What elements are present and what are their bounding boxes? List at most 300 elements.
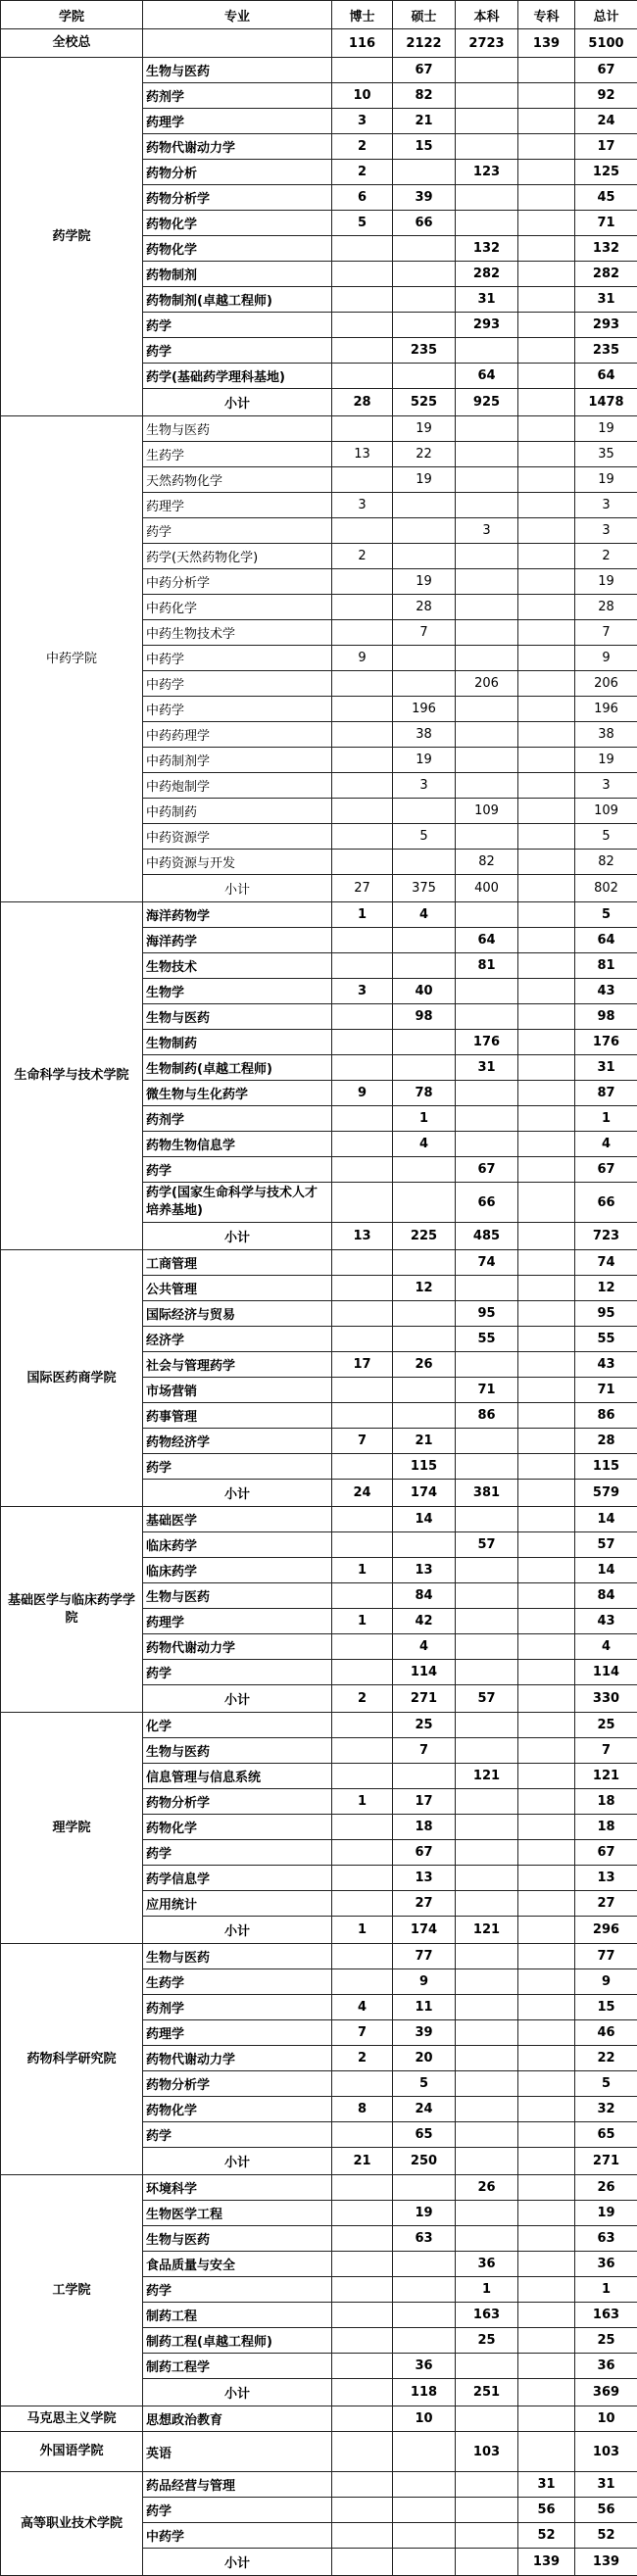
subtotal-associate — [518, 2148, 575, 2175]
college-name: 药物科学研究院 — [1, 1944, 143, 2175]
count-bachelor — [456, 2523, 518, 2549]
count-bachelor — [456, 1583, 518, 1609]
count-bachelor: 163 — [456, 2303, 518, 2328]
count-bachelor — [456, 1454, 518, 1480]
count-master: 22 — [393, 442, 456, 467]
school-total-label: 全校总 — [1, 29, 143, 58]
count-bachelor — [456, 569, 518, 595]
subtotal-phd — [332, 2549, 393, 2576]
count-bachelor — [456, 697, 518, 722]
major-name: 药物化学 — [143, 211, 332, 236]
major-name: 生物与医药 — [143, 416, 332, 442]
count-phd — [332, 1660, 393, 1685]
count-phd — [332, 2432, 393, 2472]
count-bachelor — [456, 1969, 518, 1995]
major-name: 药剂学 — [143, 1995, 332, 2020]
count-total: 3 — [575, 493, 637, 518]
count-phd — [332, 748, 393, 773]
count-master: 24 — [393, 2097, 456, 2122]
subtotal-associate — [518, 1685, 575, 1713]
count-bachelor — [456, 1132, 518, 1157]
count-master — [393, 671, 456, 697]
count-master — [393, 2523, 456, 2549]
count-bachelor — [456, 1660, 518, 1685]
count-bachelor: 86 — [456, 1403, 518, 1429]
count-total: 7 — [575, 620, 637, 646]
count-associate — [518, 1583, 575, 1609]
count-master — [393, 262, 456, 287]
table-row — [1, 1507, 637, 1532]
major-name: 生物技术 — [143, 953, 332, 979]
count-associate — [518, 748, 575, 773]
major-name: 制药工程(卓越工程师) — [143, 2328, 332, 2354]
count-bachelor: 74 — [456, 1250, 518, 1276]
count-master: 78 — [393, 1081, 456, 1106]
table-row — [1, 1944, 637, 1969]
subtotal-phd: 13 — [332, 1223, 393, 1250]
count-bachelor: 282 — [456, 262, 518, 287]
count-associate — [518, 2303, 575, 2328]
major-name: 药物分析学 — [143, 1789, 332, 1815]
count-bachelor: 103 — [456, 2432, 518, 2472]
count-total: 31 — [575, 1055, 637, 1081]
count-total: 121 — [575, 1764, 637, 1789]
count-master — [393, 2175, 456, 2201]
count-bachelor — [456, 1891, 518, 1917]
major-name: 药物代谢动力学 — [143, 134, 332, 160]
count-total: 43 — [575, 979, 637, 1004]
major-name: 中药学 — [143, 2523, 332, 2549]
count-total: 103 — [575, 2432, 637, 2472]
count-total: 26 — [575, 2175, 637, 2201]
count-phd — [332, 364, 393, 389]
major-name: 药物分析学 — [143, 185, 332, 211]
major-name: 药物化学 — [143, 236, 332, 262]
major-name: 信息管理与信息系统 — [143, 1764, 332, 1789]
count-associate — [518, 646, 575, 671]
count-associate — [518, 338, 575, 364]
count-associate — [518, 1815, 575, 1840]
school-total-phd: 116 — [332, 29, 393, 58]
count-master: 40 — [393, 979, 456, 1004]
count-associate — [518, 1403, 575, 1429]
major-name: 药物生物信息学 — [143, 1132, 332, 1157]
count-phd — [332, 1969, 393, 1995]
count-master: 21 — [393, 1429, 456, 1454]
count-bachelor: 64 — [456, 364, 518, 389]
count-phd — [332, 2303, 393, 2328]
count-associate — [518, 1995, 575, 2020]
subtotal-bachelor: 925 — [456, 389, 518, 416]
count-phd: 7 — [332, 1429, 393, 1454]
count-bachelor — [456, 83, 518, 109]
subtotal-associate — [518, 1480, 575, 1507]
subtotal-master: 118 — [393, 2379, 456, 2406]
count-associate — [518, 671, 575, 697]
subtotal-bachelor: 400 — [456, 875, 518, 902]
count-bachelor — [456, 620, 518, 646]
count-total: 14 — [575, 1507, 637, 1532]
count-associate — [518, 722, 575, 748]
count-master — [393, 1250, 456, 1276]
count-associate — [518, 2432, 575, 2472]
count-bachelor — [456, 722, 518, 748]
major-name: 生物与医药 — [143, 58, 332, 83]
count-associate: 56 — [518, 2498, 575, 2523]
major-name: 药学 — [143, 1660, 332, 1685]
count-total: 206 — [575, 671, 637, 697]
count-master: 84 — [393, 1583, 456, 1609]
count-total: 2 — [575, 544, 637, 569]
count-phd: 13 — [332, 442, 393, 467]
count-associate — [518, 1944, 575, 1969]
count-phd: 1 — [332, 902, 393, 928]
subtotal-label: 小计 — [143, 1917, 332, 1944]
count-phd: 1 — [332, 1609, 393, 1634]
count-total: 196 — [575, 697, 637, 722]
count-total: 19 — [575, 569, 637, 595]
count-total: 15 — [575, 1995, 637, 2020]
count-bachelor: 95 — [456, 1301, 518, 1327]
major-name: 临床药学 — [143, 1532, 332, 1558]
count-bachelor — [456, 2097, 518, 2122]
subtotal-associate — [518, 875, 575, 902]
count-phd: 3 — [332, 493, 393, 518]
count-associate — [518, 569, 575, 595]
count-total: 65 — [575, 2122, 637, 2148]
count-phd — [332, 1866, 393, 1891]
count-phd — [332, 1183, 393, 1223]
count-bachelor — [456, 1106, 518, 1132]
count-total: 9 — [575, 1969, 637, 1995]
count-master — [393, 493, 456, 518]
college-name: 高等职业技术学院 — [1, 2472, 143, 2576]
count-master: 63 — [393, 2226, 456, 2252]
count-phd: 3 — [332, 979, 393, 1004]
count-phd — [332, 1738, 393, 1764]
count-associate — [518, 2020, 575, 2046]
count-master: 42 — [393, 1609, 456, 1634]
count-associate — [518, 1738, 575, 1764]
count-phd — [332, 1004, 393, 1030]
count-associate — [518, 824, 575, 850]
count-total: 1 — [575, 2277, 637, 2303]
count-bachelor: 57 — [456, 1532, 518, 1558]
count-master — [393, 160, 456, 185]
count-total: 125 — [575, 160, 637, 185]
count-phd: 7 — [332, 2020, 393, 2046]
count-associate — [518, 185, 575, 211]
count-phd — [332, 773, 393, 799]
count-bachelor — [456, 2406, 518, 2432]
major-name: 英语 — [143, 2432, 332, 2472]
major-name: 生物与医药 — [143, 1738, 332, 1764]
count-associate — [518, 1106, 575, 1132]
count-master: 26 — [393, 1352, 456, 1378]
count-master — [393, 850, 456, 875]
count-phd: 2 — [332, 544, 393, 569]
major-name: 药学 — [143, 1454, 332, 1480]
table-row — [1, 2175, 637, 2201]
subtotal-associate — [518, 2379, 575, 2406]
count-phd: 17 — [332, 1352, 393, 1378]
count-master: 11 — [393, 1995, 456, 2020]
count-total: 19 — [575, 467, 637, 493]
count-total: 43 — [575, 1352, 637, 1378]
subtotal-total: 723 — [575, 1223, 637, 1250]
count-master: 19 — [393, 748, 456, 773]
count-phd — [332, 1532, 393, 1558]
school-total-bachelor: 2723 — [456, 29, 518, 58]
subtotal-bachelor: 121 — [456, 1917, 518, 1944]
count-associate — [518, 2122, 575, 2148]
header-phd: 博士 — [332, 1, 393, 29]
count-master — [393, 1764, 456, 1789]
subtotal-associate — [518, 389, 575, 416]
count-associate — [518, 493, 575, 518]
count-total: 4 — [575, 1634, 637, 1660]
major-name: 药理学 — [143, 2020, 332, 2046]
count-total: 36 — [575, 2252, 637, 2277]
major-name: 海洋药物学 — [143, 902, 332, 928]
major-name: 中药学 — [143, 671, 332, 697]
major-name: 生物与医药 — [143, 1583, 332, 1609]
count-total: 74 — [575, 1250, 637, 1276]
major-name: 中药学 — [143, 697, 332, 722]
count-associate — [518, 2226, 575, 2252]
table-row — [1, 2406, 637, 2432]
college-name: 马克思主义学院 — [1, 2406, 143, 2432]
count-associate — [518, 2175, 575, 2201]
count-associate — [518, 2252, 575, 2277]
count-phd — [332, 697, 393, 722]
count-bachelor: 81 — [456, 953, 518, 979]
count-total: 114 — [575, 1660, 637, 1685]
count-total: 25 — [575, 2328, 637, 2354]
count-bachelor — [456, 467, 518, 493]
count-total: 14 — [575, 1558, 637, 1583]
count-phd — [332, 1301, 393, 1327]
count-bachelor — [456, 109, 518, 134]
count-associate — [518, 518, 575, 544]
count-phd: 10 — [332, 83, 393, 109]
subtotal-label: 小计 — [143, 2148, 332, 2175]
college-name: 药学院 — [1, 58, 143, 416]
count-phd — [332, 2226, 393, 2252]
major-name: 中药药理学 — [143, 722, 332, 748]
table-row — [1, 1713, 637, 1738]
count-total: 18 — [575, 1789, 637, 1815]
major-name: 药物代谢动力学 — [143, 2046, 332, 2071]
count-total: 293 — [575, 313, 637, 338]
count-master — [393, 2303, 456, 2328]
college-name: 中药学院 — [1, 416, 143, 902]
count-associate — [518, 83, 575, 109]
major-name: 中药资源与开发 — [143, 850, 332, 875]
count-master — [393, 313, 456, 338]
header-bachelor: 本科 — [456, 1, 518, 29]
count-bachelor: 123 — [456, 160, 518, 185]
major-name: 药学 — [143, 2498, 332, 2523]
major-name: 药学 — [143, 2122, 332, 2148]
count-associate — [518, 697, 575, 722]
count-total: 71 — [575, 1378, 637, 1403]
count-phd — [332, 1840, 393, 1866]
count-bachelor — [456, 416, 518, 442]
count-bachelor: 67 — [456, 1157, 518, 1183]
count-total: 25 — [575, 1713, 637, 1738]
count-phd — [332, 287, 393, 313]
count-bachelor — [456, 1634, 518, 1660]
count-bachelor — [456, 442, 518, 467]
count-phd — [332, 1378, 393, 1403]
count-phd — [332, 2277, 393, 2303]
school-total-total: 5100 — [575, 29, 637, 58]
count-associate — [518, 1055, 575, 1081]
count-phd — [332, 262, 393, 287]
count-master — [393, 1055, 456, 1081]
major-name: 药物分析 — [143, 160, 332, 185]
count-total: 24 — [575, 109, 637, 134]
school-total-associate: 139 — [518, 29, 575, 58]
count-total: 31 — [575, 287, 637, 313]
count-bachelor — [456, 2122, 518, 2148]
count-associate — [518, 2328, 575, 2354]
major-name: 生物与医药 — [143, 1004, 332, 1030]
major-name: 药学(天然药物化学) — [143, 544, 332, 569]
count-bachelor — [456, 2046, 518, 2071]
major-name: 中药分析学 — [143, 569, 332, 595]
count-total: 81 — [575, 953, 637, 979]
major-name: 中药制剂学 — [143, 748, 332, 773]
count-master — [393, 1532, 456, 1558]
count-total: 235 — [575, 338, 637, 364]
subtotal-label: 小计 — [143, 2549, 332, 2576]
count-phd — [332, 1815, 393, 1840]
count-associate — [518, 544, 575, 569]
major-name: 药学 — [143, 1840, 332, 1866]
count-associate — [518, 1183, 575, 1223]
count-master: 19 — [393, 416, 456, 442]
count-phd: 9 — [332, 646, 393, 671]
count-phd — [332, 1106, 393, 1132]
count-master: 13 — [393, 1866, 456, 1891]
subtotal-master: 375 — [393, 875, 456, 902]
count-bachelor — [456, 824, 518, 850]
count-phd: 2 — [332, 160, 393, 185]
count-master: 17 — [393, 1789, 456, 1815]
school-total-master: 2122 — [393, 29, 456, 58]
count-phd — [332, 1454, 393, 1480]
count-associate — [518, 2071, 575, 2097]
major-name: 市场营销 — [143, 1378, 332, 1403]
count-total: 19 — [575, 748, 637, 773]
count-bachelor: 1 — [456, 2277, 518, 2303]
count-total: 87 — [575, 1081, 637, 1106]
major-name: 基础医学 — [143, 1507, 332, 1532]
count-phd — [332, 338, 393, 364]
major-name: 生药学 — [143, 1969, 332, 1995]
major-name: 制药工程 — [143, 2303, 332, 2328]
count-phd: 3 — [332, 109, 393, 134]
count-total: 46 — [575, 2020, 637, 2046]
college-name: 理学院 — [1, 1713, 143, 1944]
count-total: 12 — [575, 1276, 637, 1301]
count-bachelor — [456, 748, 518, 773]
major-name: 药学 — [143, 338, 332, 364]
count-associate — [518, 1454, 575, 1480]
count-total: 67 — [575, 1157, 637, 1183]
count-phd: 1 — [332, 1558, 393, 1583]
count-total: 4 — [575, 1132, 637, 1157]
major-name: 药物化学 — [143, 2097, 332, 2122]
count-bachelor — [456, 1789, 518, 1815]
count-associate — [518, 1713, 575, 1738]
count-bachelor — [456, 2201, 518, 2226]
count-master — [393, 953, 456, 979]
count-bachelor: 82 — [456, 850, 518, 875]
count-associate — [518, 1352, 575, 1378]
count-phd — [332, 850, 393, 875]
count-phd — [332, 2252, 393, 2277]
count-bachelor — [456, 1352, 518, 1378]
count-associate — [518, 928, 575, 953]
major-name: 药品经营与管理 — [143, 2472, 332, 2498]
count-bachelor — [456, 1815, 518, 1840]
count-total: 1 — [575, 1106, 637, 1132]
count-phd — [332, 620, 393, 646]
major-name: 生物学 — [143, 979, 332, 1004]
count-associate — [518, 1840, 575, 1866]
major-name: 生物与医药 — [143, 2226, 332, 2252]
count-master — [393, 1327, 456, 1352]
count-phd — [332, 467, 393, 493]
count-master: 67 — [393, 58, 456, 83]
header-total: 总计 — [575, 1, 637, 29]
header-row — [1, 1, 637, 29]
count-master — [393, 928, 456, 953]
count-master: 13 — [393, 1558, 456, 1583]
count-master — [393, 2328, 456, 2354]
count-total: 35 — [575, 442, 637, 467]
count-master: 28 — [393, 595, 456, 620]
count-total: 31 — [575, 2472, 637, 2498]
major-name: 中药生物技术学 — [143, 620, 332, 646]
subtotal-total: 1478 — [575, 389, 637, 416]
count-associate — [518, 1609, 575, 1634]
count-master — [393, 646, 456, 671]
major-name: 药理学 — [143, 109, 332, 134]
count-master: 14 — [393, 1507, 456, 1532]
count-phd — [332, 1030, 393, 1055]
count-bachelor — [456, 595, 518, 620]
subtotal-associate — [518, 1223, 575, 1250]
count-phd — [332, 1764, 393, 1789]
count-associate: 31 — [518, 2472, 575, 2498]
count-phd — [332, 1403, 393, 1429]
count-master: 3 — [393, 773, 456, 799]
count-bachelor: 121 — [456, 1764, 518, 1789]
subtotal-master — [393, 2549, 456, 2576]
subtotal-label: 小计 — [143, 2379, 332, 2406]
count-bachelor — [456, 2226, 518, 2252]
count-phd — [332, 1891, 393, 1917]
major-name: 思想政治教育 — [143, 2406, 332, 2432]
count-phd — [332, 2523, 393, 2549]
major-name: 药理学 — [143, 493, 332, 518]
count-master — [393, 1183, 456, 1223]
count-associate — [518, 160, 575, 185]
